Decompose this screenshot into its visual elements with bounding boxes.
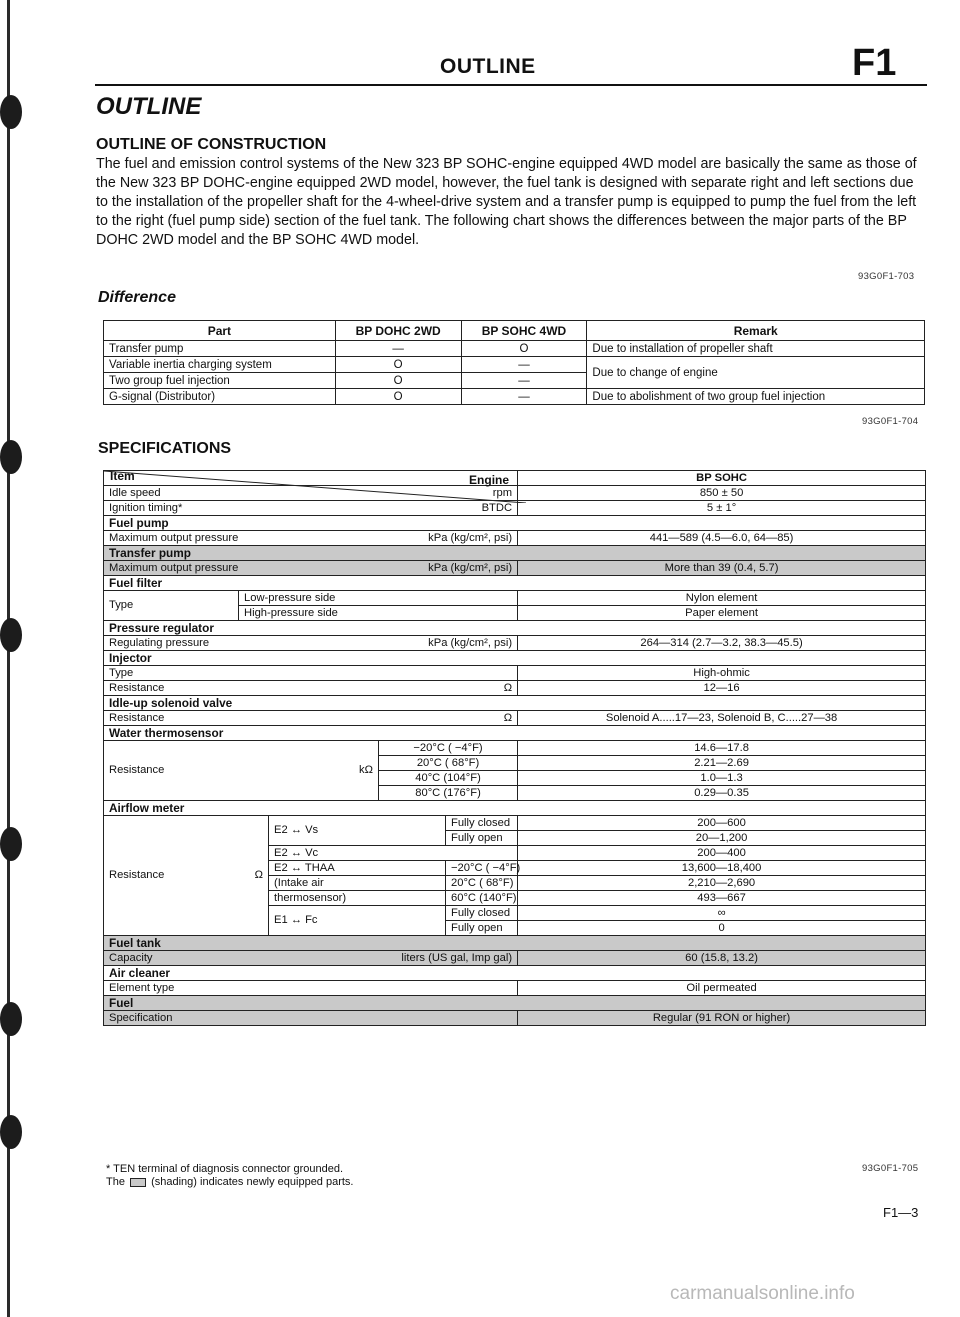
ref-code-705: 93G0F1-705 bbox=[862, 1163, 919, 1174]
section-code: F1 bbox=[852, 42, 897, 84]
table-row-new: Maximum output pressure kPa (kg/cm², psi) More than 39 (0.4, 5.7) bbox=[104, 561, 926, 576]
footnote-shading: The (shading) indicates newly equipped parts. bbox=[106, 1176, 354, 1188]
table-row: 80°C (176°F) 0.29—0.35 bbox=[104, 786, 926, 801]
table-row-new: Specification Regular (91 RON or higher) bbox=[104, 1011, 926, 1026]
group-row: Air cleaner bbox=[104, 966, 926, 981]
group-row-new: Transfer pump bbox=[104, 546, 926, 561]
spec-header-row bbox=[104, 471, 926, 486]
group-row: Fuel filter bbox=[104, 576, 926, 591]
group-row: Water thermosensor bbox=[104, 726, 926, 741]
footnotes bbox=[106, 1163, 354, 1189]
table-row: E1 ↔ Fc Fully closed ∞ bbox=[104, 906, 926, 921]
group-row: Idle-up solenoid valve bbox=[104, 696, 926, 711]
group-row: Airflow meter bbox=[104, 801, 926, 816]
ref-code-703: 93G0F1-703 bbox=[858, 271, 915, 282]
construction-title: OUTLINE OF CONSTRUCTION bbox=[96, 136, 327, 153]
table-row: Fully open 20—1,200 bbox=[104, 831, 926, 846]
group-row-new: Fuel bbox=[104, 996, 926, 1011]
group-row: Injector bbox=[104, 651, 926, 666]
table-header-row bbox=[104, 321, 925, 341]
table-row: Regulating pressure kPa (kg/cm², psi) 264—314 (2.7—3.2, 38.3—45.5) bbox=[104, 636, 926, 651]
engine-label: Engine bbox=[469, 473, 510, 487]
header-rule bbox=[95, 84, 927, 86]
table-row: G-signal (Distributor) O — Due to abolishment of two group fuel injection bbox=[104, 389, 925, 405]
difference-table bbox=[103, 320, 925, 405]
table-row: Element type Oil permeated bbox=[104, 981, 926, 996]
group-row: Pressure regulator bbox=[104, 621, 926, 636]
table-row: E2 ↔ Vc 200—400 bbox=[104, 846, 926, 861]
bp-sohc-header: BP SOHC bbox=[518, 471, 926, 486]
table-row: thermosensor) 60°C (140°F) 493—667 bbox=[104, 891, 926, 906]
table-row: High-pressure side Paper element bbox=[104, 606, 926, 621]
page-number: F1—3 bbox=[883, 1205, 919, 1220]
table-row: Idle speed rpm 850 ± 50 bbox=[104, 486, 926, 501]
page-header-title: OUTLINE bbox=[440, 55, 536, 78]
group-row-new: Fuel tank bbox=[104, 936, 926, 951]
table-row: (Intake air 20°C ( 68°F) 2,210—2,690 bbox=[104, 876, 926, 891]
table-row: Transfer pump — O Due to installation of propeller shaft bbox=[104, 341, 925, 357]
table-row: Resistance Ω 12—16 bbox=[104, 681, 926, 696]
shading-swatch-icon bbox=[130, 1178, 146, 1187]
item-label: Item bbox=[110, 469, 135, 483]
difference-title: Difference bbox=[98, 289, 176, 306]
construction-text: The fuel and emission control systems of the New 323 BP SOHC-engine equipped 4WD model are basically the same as those of the New 323 BP DOHC-engine equipped 2WD model, however, the fuel tank is designed with separate right and left sections due to the installation of the propeller shaft for the 4-wheel-drive system and a transfer pump is equipped to pump the fuel from the left to the right (fuel pump side) section of the fuel tank. The following chart shows the differences between the major parts of the BP DOHC 2WD model and the BP SOHC 4WD model. bbox=[96, 156, 917, 248]
table-row: Maximum output pressure kPa (kg/cm², psi) 441—589 (4.5—6.0, 64—85) bbox=[104, 531, 926, 546]
col-remark: Remark bbox=[587, 321, 925, 341]
section-title: OUTLINE bbox=[96, 93, 202, 120]
table-row: Two group fuel injection O — bbox=[104, 373, 925, 389]
table-row: Type Low-pressure side Nylon element bbox=[104, 591, 926, 606]
footnote-ten: * TEN terminal of diagnosis connector grounded. bbox=[106, 1163, 344, 1175]
table-row: Resistance kΩ −20°C ( −4°F) 14.6—17.8 bbox=[104, 741, 926, 756]
specifications-title: SPECIFICATIONS bbox=[98, 440, 232, 457]
table-row: Variable inertia charging system O — Due to change of engine bbox=[104, 357, 925, 373]
table-row: Ignition timing* BTDC 5 ± 1° bbox=[104, 501, 926, 516]
table-row-new: Capacity liters (US gal, Imp gal) 60 (15.8, 13.2) bbox=[104, 951, 926, 966]
group-row: Fuel pump bbox=[104, 516, 926, 531]
table-row: E2 ↔ THAA −20°C ( −4°F) 13,600—18,400 bbox=[104, 861, 926, 876]
specifications-table bbox=[103, 470, 926, 1026]
table-row: 40°C (104°F) 1.0—1.3 bbox=[104, 771, 926, 786]
table-row: 20°C ( 68°F) 2.21—2.69 bbox=[104, 756, 926, 771]
binder-edge bbox=[0, 0, 24, 1317]
item-engine-header bbox=[104, 471, 518, 486]
col-dohc: BP DOHC 2WD bbox=[335, 321, 461, 341]
table-row: Resistance Ω E2 ↔ Vs Fully closed 200—600 bbox=[104, 816, 926, 831]
table-row: Type High-ohmic bbox=[104, 666, 926, 681]
watermark: carmanualsonline.info bbox=[670, 1283, 855, 1304]
ref-code-704: 93G0F1-704 bbox=[862, 416, 919, 427]
col-part: Part bbox=[104, 321, 336, 341]
table-row: Resistance Ω Solenoid A.....17—23, Solenoid B, C.....27—38 bbox=[104, 711, 926, 726]
col-sohc: BP SOHC 4WD bbox=[461, 321, 587, 341]
table-row: Fully open 0 bbox=[104, 921, 926, 936]
